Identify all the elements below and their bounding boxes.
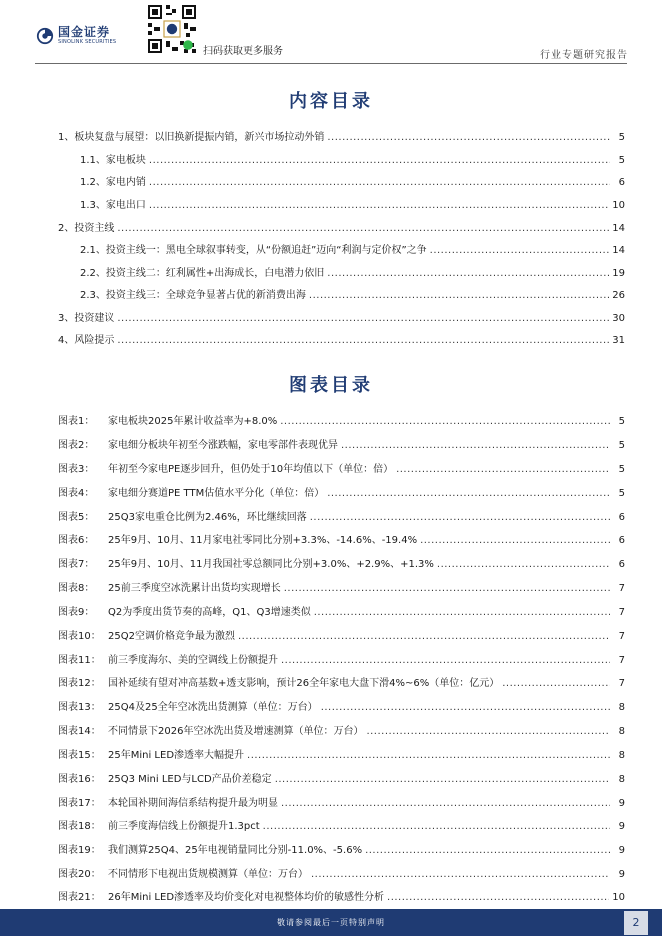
figure-title: 我们测算25Q4、25年电视销量同比分别-11.0%、-5.6% (108, 845, 363, 856)
figure-entry[interactable] (58, 651, 625, 666)
toc-entry[interactable] (80, 151, 625, 166)
figure-page: 5 (618, 464, 625, 475)
toc-leader-dots (327, 488, 610, 499)
toc-entry-page: 31 (612, 335, 625, 346)
figure-title: 25Q3家电重仓比例为2.46%，环比继续回落 (108, 512, 307, 523)
toc-entry-page: 10 (612, 200, 625, 211)
figure-number: 图表17： (58, 798, 101, 809)
figure-title: 本轮国补期间海信系结构提升最为明显 (108, 798, 278, 809)
toc-leader-dots (311, 869, 610, 880)
toc-leader-dots (430, 245, 610, 256)
contents-title: 内容目录 (289, 91, 373, 112)
figure-entry[interactable] (58, 770, 625, 785)
toc-leader-dots (365, 845, 610, 856)
figure-entry[interactable] (58, 722, 625, 737)
toc-leader-dots (502, 678, 610, 689)
figure-entry[interactable] (58, 627, 625, 642)
figure-entry[interactable] (58, 484, 625, 499)
figure-title: 年初至今家电PE逐步回升，但仍处于10年均值以下（单位：倍） (108, 464, 394, 475)
figure-title: 家电细分赛道PE TTM估值水平分化（单位：倍） (108, 488, 325, 499)
toc-entry-page: 6 (618, 177, 625, 188)
toc-entry-label: 1.2、家电内销 (80, 177, 146, 188)
figure-title: Q2为季度出货节奏的高峰，Q1、Q3增速类似 (108, 607, 311, 618)
toc-entry-label: 4、风险提示 (58, 335, 115, 346)
figure-entry[interactable] (58, 888, 625, 903)
toc-entry-label: 2.1、投资主线一：黑电全球叙事转变，从“份额追赶”迈向“利润与定价权”之争 (80, 245, 427, 256)
figure-number: 图表10： (58, 631, 101, 642)
figure-page: 7 (618, 583, 625, 594)
figure-title: 家电细分板块年初至今涨跌幅，家电零部件表现优异 (108, 440, 338, 451)
figure-number: 图表5： (58, 512, 95, 523)
toc-entry-page: 14 (612, 245, 625, 256)
figure-number: 图表7： (58, 559, 95, 570)
toc-entry[interactable] (58, 219, 625, 234)
toc-entry[interactable] (80, 241, 625, 256)
figure-entry[interactable] (58, 603, 625, 618)
figure-page: 5 (618, 488, 625, 499)
toc-entry-label: 1.1、家电板块 (80, 155, 146, 166)
toc-leader-dots (280, 416, 610, 427)
toc-leader-dots (149, 177, 610, 188)
figure-title: 前三季度海信线上份额提升1.3pct (108, 821, 260, 832)
toc-entry-page: 5 (618, 132, 625, 143)
figure-title: 26年Mini LED渗透率及均价变化对电视整体均价的敏感性分析 (108, 892, 385, 903)
figure-entry[interactable] (58, 746, 625, 761)
figure-entry[interactable] (58, 579, 625, 594)
figure-page: 8 (618, 750, 625, 761)
figure-number: 图表20： (58, 869, 101, 880)
toc-leader-dots (281, 655, 610, 666)
figure-entry[interactable] (58, 841, 625, 856)
figure-number: 图表9： (58, 607, 95, 618)
toc-entry[interactable] (58, 331, 625, 346)
figure-page: 10 (612, 892, 625, 903)
figure-entry[interactable] (58, 412, 625, 427)
toc-leader-dots (366, 726, 610, 737)
figure-page: 6 (618, 512, 625, 523)
figure-title: 25年9月、10月、11月我国社零总额同比分别+3.0%、+2.9%、+1.3% (108, 559, 434, 570)
figure-page: 6 (618, 559, 625, 570)
figure-title: 25前三季度空冰洗累计出货均实现增长 (108, 583, 281, 594)
toc-leader-dots (321, 702, 610, 713)
figure-page: 5 (618, 416, 625, 427)
figure-number: 图表2： (58, 440, 95, 451)
toc-entry-label: 2、投资主线 (58, 223, 115, 234)
toc-entry-label: 1、板块复盘与展望：以旧换新提振内销，新兴市场拉动外销 (58, 132, 325, 143)
figure-title: 25Q4及25全年空冰洗出货测算（单位：万台） (108, 702, 318, 713)
figure-title: 25Q2空调价格竞争最为激烈 (108, 631, 235, 642)
toc-leader-dots (263, 821, 610, 832)
figure-entry[interactable] (58, 674, 625, 689)
figures-title: 图表目录 (289, 375, 373, 396)
page-footer (0, 909, 662, 936)
toc-leader-dots (396, 464, 610, 475)
figure-number: 图表3： (58, 464, 95, 475)
figure-number: 图表15： (58, 750, 101, 761)
figure-number: 图表19： (58, 845, 101, 856)
scan-for-services-text: 扫码获取更多服务 (203, 46, 283, 57)
toc-entry[interactable] (80, 173, 625, 188)
figure-entry[interactable] (58, 555, 625, 570)
sinolink-logo-icon (36, 27, 54, 45)
figure-entry[interactable] (58, 817, 625, 832)
toc-leader-dots (149, 155, 610, 166)
toc-entry-label: 2.3、投资主线三：全球竞争显著占优的新消费出海 (80, 290, 306, 301)
figure-page: 5 (618, 440, 625, 451)
toc-leader-dots (309, 290, 609, 301)
toc-leader-dots (275, 774, 610, 785)
figure-page: 7 (618, 607, 625, 618)
toc-entry[interactable] (80, 286, 625, 301)
figure-number: 图表1： (58, 416, 95, 427)
figure-title: 家电板块2025年累计收益率为+8.0% (108, 416, 278, 427)
toc-entry-page: 19 (612, 268, 625, 279)
toc-leader-dots (117, 223, 609, 234)
figure-number: 图表14： (58, 726, 101, 737)
toc-leader-dots (281, 798, 610, 809)
figure-number: 图表4： (58, 488, 95, 499)
figure-entry[interactable] (58, 508, 625, 523)
figure-number: 图表18： (58, 821, 101, 832)
figure-page: 8 (618, 726, 625, 737)
figure-page: 7 (618, 655, 625, 666)
toc-entry[interactable] (80, 264, 625, 279)
toc-leader-dots (420, 535, 610, 546)
logo-english-name: SINOLINK SECURITIES (58, 39, 117, 45)
company-logo (36, 26, 116, 45)
figure-entry[interactable] (58, 531, 625, 546)
toc-leader-dots (341, 440, 610, 451)
figure-title: 前三季度海尔、美的空调线上份额提升 (108, 655, 278, 666)
figure-entry[interactable] (58, 436, 625, 451)
toc-leader-dots (314, 607, 610, 618)
figure-page: 8 (618, 702, 625, 713)
figure-entry[interactable] (58, 865, 625, 880)
figure-title: 25年Mini LED渗透率大幅提升 (108, 750, 245, 761)
toc-entry-label: 3、投资建议 (58, 313, 115, 324)
report-type-label: 行业专题研究报告 (540, 50, 628, 61)
figure-page: 7 (618, 631, 625, 642)
figure-title: 不同情形下电视出货规模测算（单位：万台） (108, 869, 308, 880)
figure-page: 9 (618, 821, 625, 832)
figure-title: 25年9月、10月、11月家电社零同比分别+3.3%、-14.6%、-19.4% (108, 535, 418, 546)
footer-disclaimer: 敬请参阅最后一页特别声明 (277, 918, 385, 927)
toc-leader-dots (437, 559, 610, 570)
figure-page: 9 (618, 845, 625, 856)
toc-entry-label: 1.3、家电出口 (80, 200, 146, 211)
toc-leader-dots (117, 313, 609, 324)
figure-entry[interactable] (58, 698, 625, 713)
toc-entry-page: 30 (612, 313, 625, 324)
figure-page: 9 (618, 869, 625, 880)
figure-entry[interactable] (58, 460, 625, 475)
toc-leader-dots (327, 132, 610, 143)
figure-title: 不同情景下2026年空冰洗出货及增速测算（单位：万台） (108, 726, 364, 737)
toc-leader-dots (149, 200, 609, 211)
figure-title: 国补延续有望对冲高基数+透支影响，预计26全年家电大盘下滑4%~6%（单位：亿元） (108, 678, 500, 689)
page-header (0, 0, 662, 64)
toc-entry-page: 14 (612, 223, 625, 234)
toc-entry-page: 26 (612, 290, 625, 301)
page-number: 2 (624, 911, 648, 935)
toc-leader-dots (247, 750, 610, 761)
toc-entry[interactable] (58, 309, 625, 324)
figure-title: 25Q3 Mini LED与LCD产品价差稳定 (108, 774, 272, 785)
toc-leader-dots (117, 335, 609, 346)
figure-entry[interactable] (58, 794, 625, 809)
figure-number: 图表6： (58, 535, 95, 546)
figure-number: 图表13： (58, 702, 101, 713)
figure-page: 7 (618, 678, 625, 689)
figure-page: 9 (618, 798, 625, 809)
toc-leader-dots (327, 268, 609, 279)
qr-code-icon[interactable] (146, 3, 198, 55)
figure-number: 图表21： (58, 892, 101, 903)
figure-number: 图表8： (58, 583, 95, 594)
toc-leader-dots (387, 892, 609, 903)
figure-page: 8 (618, 774, 625, 785)
header-divider (35, 63, 627, 64)
figure-number: 图表16： (58, 774, 101, 785)
toc-entry-page: 5 (618, 155, 625, 166)
figure-number: 图表11： (58, 655, 101, 666)
toc-entry-label: 2.2、投资主线二：红利属性+出海成长，白电潜力依旧 (80, 268, 325, 279)
logo-chinese-name: 国金证券 (58, 25, 111, 39)
toc-entry[interactable] (80, 196, 625, 211)
figure-number: 图表12： (58, 678, 101, 689)
toc-entry[interactable] (58, 128, 625, 143)
toc-leader-dots (284, 583, 610, 594)
toc-leader-dots (310, 512, 610, 523)
figure-page: 6 (618, 535, 625, 546)
toc-leader-dots (238, 631, 610, 642)
